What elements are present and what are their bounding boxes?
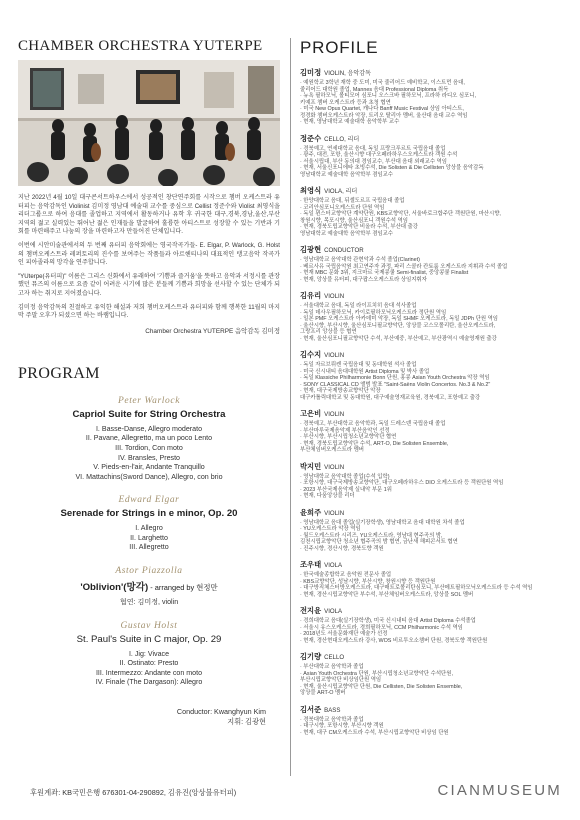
- program-heading: PROGRAM: [18, 364, 100, 382]
- musician-name-line: [300, 705, 570, 715]
- musician-biography: · 서울대학교 음대, 독일 라이프치히 음대 석사졸업 · 독일 데사우필하모닉, 카이로필하모닉오케스트라 정단원 역임 · 일본 PMF 오케스트라 아카데미 악장, 독일 SHMF 오케스트라, 독일 JDPh 단원 역임 · 울산시향, 부산시향, 울산심포니필교향악단, 앙상블 코스모폴리탄, 울산오케스트라, 그랑프리 앙상블 등 협연 · 현재, 울산심포니필교향악단 수석, 부산예중, 부산예고, 부산광역시 예술영재원 출강: [300, 303, 498, 342]
- conductor-credit: [18, 707, 280, 727]
- intro-paragraph: 지난 2022년 4월 10일 대구콘서트하우스에서 성공적인 창단연주회를 시작으로 챔버 오케스트라 유터피는 음악감독인 Violinist 김미정 영남대 예술대 교수를 중심으로 Cellist 정준수와 Violist 최영식을 리더그룹으로 하여 음대를 졸업하고 지역에서 활동하거나 유학 후 귀국한 대구,경북,경남,울산,부산 지역의 젊고 실력있는 뛰어난 젊은 인재들을 발굴하여 훌륭한 아티스트로 성장할 수 있는 기반과 기회를 마련해주고 나눔의 장을 마련하고자 만들어진 단체입니다.: [18, 194, 280, 236]
- musician-name-line: [300, 186, 570, 196]
- movement: V. Pieds-en-l'air, Andante Tranquillo: [93, 463, 205, 472]
- musician-name: 고은비: [300, 409, 322, 418]
- musician-name: 김광현: [300, 245, 322, 254]
- music-director-signature: Chamber Orchestra YUTERPE 음악감독 김미정: [145, 327, 280, 335]
- musician-name: 박지민: [300, 461, 322, 471]
- profile-entry: [300, 350, 570, 401]
- movement-list: [18, 650, 280, 688]
- movement: III. Intermezzo: Andante con moto: [95, 668, 203, 677]
- musician-name-line: [300, 350, 570, 360]
- musician-biography: · 경희대학교 음대(실기장학생), 미국 신시내티 음대 Artist Diploma 수석졸업 · 서울시 유스오케스트라, 경희필하모닉, CCM Philharmonic 수석 역임 · 2018년도 서울문화재단 예술가 선정 · 현재, 경산현대오케스트라 강사, WOS 비르투오소챔버 단원, 경북도향 객원단원: [300, 618, 488, 644]
- musician-name: 조우태: [300, 560, 322, 569]
- program-piece: [18, 396, 280, 483]
- intro-paragraph: 이번에 시안미술관에서의 두 번째 유터피 음악회에는 영국작곡가들- E. Elgar, P. Warlock, G. Holst의 챔버오케스트라 레퍼토리의 진수를 보여주는 작품들과 아르헨티나의 대표적인 탱고음악 작곡가인 피아졸라의 망각을 연주합니다.: [18, 241, 280, 267]
- musician-name: 최영식: [300, 186, 322, 195]
- musician-name: 윤희주: [300, 507, 322, 517]
- musician-role: VIOLIN, 음악감독: [324, 70, 372, 77]
- movement: IV. Bransles, Presto: [117, 453, 181, 462]
- musician-biography: · 경북대학교 음악학과 졸업 · 대구시향, 포항시향, 부산시향 객원 · 현재, 대구 CM오케스트라 수석, 부산시립교향악단 비상임 단원: [300, 716, 449, 736]
- profile-entry: [300, 560, 570, 598]
- right-column: [300, 38, 570, 736]
- profile-entry: [300, 508, 570, 553]
- musician-role: VIOLIN: [324, 411, 345, 418]
- musician-role: VIOLIN: [324, 352, 345, 359]
- musician-name: 김기량: [300, 652, 322, 661]
- work-title-line: [18, 579, 280, 593]
- profile-entry: [300, 68, 570, 126]
- profile-entry: [300, 705, 570, 737]
- musician-biography: · 한국예술종합학교 음악원 전문사 졸업 · KBS교향악단, 성남시향, 부산시향, 창원시향 등 객원단원 · 대구방직체스터방오케스트라, 대구매트로폴리탄심포니, 부산메트필하모닉오케스트라 등 수석 역임 · 현재, 경산시립교향악단 부수석, 부산체임버오케스트라, 앙상블 SOL 멤버: [300, 572, 533, 598]
- profile-entry: [300, 462, 570, 500]
- composer-name: Astor Piazzolla: [115, 566, 183, 577]
- left-column: [18, 38, 280, 727]
- movement-list: [18, 425, 280, 483]
- orchestra-performance-photo: [18, 60, 280, 186]
- musician-biography: · 부산대학교 음악학과 졸업 · Asian Youth Orchestra 단원, 부산시립청소년교향악단 수석단원, 부산시립교향악단 비상임단원 역임 · 현재, 울산시립교향악단 단원, Die Cellisten, Die Solisten Ensemble, 앙상블 ART-O 멤버: [300, 664, 463, 696]
- musician-biography: · 영남대학교 음대 졸업(실기장학생), 영남대학교 음대 대학원 차석 졸업 · YU오케스트라 악장 역임 · 월드오케스트라 시리즈, YU오케스트라, 영남대 현주곡의 밤, 김천시립교향악단 청소년 협주곡의 밤 협연, 금난새 해피콘서트 협연 · 진주시향, 경산시향, 경북도향 객원: [300, 519, 465, 552]
- orchestra-title: CHAMBER ORCHESTRA YUTERPE: [18, 38, 263, 54]
- movement: VI. Mattachins(Sword Dance), Allegro, con brio: [75, 472, 223, 481]
- intro-paragraph: 김미정 음악감독의 친절하고 유익한 해설과 저희 챔버오케스트라 유터피와 함께 행복한 11월의 마지막 주말 오후가 되셨으면 하는 바램입니다.: [18, 303, 280, 320]
- musician-name-line: [300, 134, 570, 144]
- musician-role: CONDUCTOR: [324, 247, 364, 254]
- musician-biography: · 한양대학교 음대, 뒤셀도르프 국립음대 졸업 · 코리안심포니오케스트라 단원 역임 · 독일 뮌스터교향악단 계약단원, KBS교향악단, 서울바로크합주단 객원단원, 마산시향, 창원시향, 목포시향, 울산심포니 객원수석 역임 · 현재, 경북도립교향악단 비올라 수석, 부산대 출강 영남대학교 예술대학 음악학부 겸임교수: [300, 198, 501, 237]
- profile-entry: [300, 291, 570, 342]
- profile-entry: [300, 134, 570, 179]
- conductor-korean: 지휘: 김광현: [227, 717, 266, 727]
- musician-name-line: [300, 462, 570, 472]
- composer-name: Peter Warlock: [117, 395, 181, 406]
- profile-entry: [300, 606, 570, 644]
- musician-role: VIOLIN: [324, 509, 345, 517]
- musician-biography: · 경북예고, 연세대학교 음대, 독일 프랑크푸르트 국립음대 졸업 · 광주, 대전, 포항, 울산시향 대구오페라하우스오케스트라 객원 수석 · 서울시립대, 부산 동의대 경임교수, 부산대 음대 외래교수 역임 · 현재, 서울신포니에타 초빙수석, Die Solisten & Die Cellisten 앙상블 음악감독 영남대학교 예술대학 음악학부 겸임교수: [300, 145, 484, 178]
- musician-role: BASS: [324, 706, 341, 714]
- musician-name-line: [300, 606, 570, 616]
- profile-entry: [300, 186, 570, 237]
- introduction-text: [18, 194, 280, 321]
- musician-name: 김서준: [300, 704, 322, 714]
- musician-role: VIOLA, 리더: [324, 188, 358, 195]
- footer: [18, 782, 562, 802]
- musician-biography: · 경북예고, 부산대학교 음악학과, 독일 드레스덴 국립음대 졸업 · 부산마루국제음악제 부산음악인 선정 · 부산시향, 부산시립청소년교향악단 협연 · 현재, 경북도립교향악단 수석, ART-O, Die Solisten Ensemble, 부산체임버오케스트라 멤버: [300, 421, 449, 453]
- work-title: Serenade for Strings in e minor, Op. 20: [60, 508, 238, 520]
- work-title: Capriol Suite for String Orchestra: [72, 408, 226, 420]
- composer-name: Edward Elgar: [118, 495, 180, 506]
- movement: IV. Finale (The Dargason): Allegro: [95, 678, 203, 687]
- movement: II. Ostinato: Presto: [119, 659, 179, 668]
- musician-name-line: [300, 508, 570, 518]
- program-piece: [18, 621, 280, 688]
- musician-name-line: [300, 409, 570, 419]
- musician-role: VIOLA: [324, 608, 343, 615]
- profile-list: [300, 68, 570, 736]
- musician-biography: · 영남대학교 음악대학 졸업(수석 입학) · 포항시향, 대구국제방송교향악단, 대구오페라하우스 DIO 오케스트라 등 객원단원 역임 · 2023 부산국제음악제 실내악 부문 1위 · 현재, 다움앙상블 리더: [300, 473, 504, 499]
- composer-name: Gustav Holst: [120, 620, 178, 631]
- museum-logo: CIANMUSEUM: [437, 782, 562, 799]
- work-title: St. Paul's Suite in C major, Op. 29: [76, 633, 222, 645]
- musician-biography: · 영남대학교 음악대학 관현악과 수석 졸업(Clarinet) · 베르사유 국립음악원 최고연주자 과정, 파리 스콜라 칸토룸 오케스트라 지휘과 수석 졸업 · 현재 MBC 문화 3위, 지크마르 국제콩쿨 Semi-finalist, 중앙콩쿨 Finalist · 현재, 앙상블 유터피, 대구팝스오케스트라 상임지휘자: [300, 257, 508, 283]
- musician-name: 김미정: [300, 68, 322, 77]
- movement: I. Allegro: [135, 524, 163, 533]
- musician-name-line: [300, 291, 570, 301]
- profile-entry: [300, 409, 570, 454]
- movement: III. Allegretto: [129, 543, 169, 552]
- musician-name-line: [300, 652, 570, 662]
- movement: I. Basse-Danse, Allegro moderato: [95, 424, 203, 433]
- musician-name-line: [300, 68, 570, 78]
- profile-heading: PROFILE: [300, 38, 379, 57]
- musician-role: VIOLIN: [324, 463, 345, 471]
- musician-role: VIOLIN: [324, 293, 345, 300]
- musician-name: 김유리: [300, 291, 322, 300]
- program-piece: [18, 495, 280, 553]
- musician-name-line: [300, 245, 570, 255]
- musician-biography: · 독일 자르브뤼켄 국립음대 및 동대학원 석사 졸업 · 미국 신시내티 음대대학원 Artist Diploma 및 박사 졸업 · 독일 Klassiche Philharmonie Bonn 단원, 홍콩 Asian Youth Orchestra 악장 역임 · SONY CLASSICAL CD 앨범 발표 "Saint-Saëns Violin Concertos. No.3 & No.2" · 현재, 대구국제방송교향악단 악장 대구카톨릭대학교 및 동대학원, 대구예술영재교육원, 경북예고, 포항예고 출강: [300, 362, 491, 401]
- soloist: 협연: 김미정, violin: [119, 598, 179, 607]
- movement-list: [18, 598, 280, 608]
- movement-list: [18, 524, 280, 553]
- musician-role: CELLO: [324, 654, 345, 661]
- photo-illustration: [18, 60, 280, 186]
- program-piece: [18, 566, 280, 608]
- sponsor-account: 후원계좌: KB국민은행 676301-04-290892, 김유진(앙상블유터피): [30, 788, 237, 797]
- movement: I. Jig: Vivace: [128, 649, 170, 658]
- musician-name: 김수지: [300, 350, 322, 359]
- movement: II. Larghetto: [130, 533, 168, 542]
- musician-role: CELLO, 리더: [324, 135, 360, 143]
- intro-paragraph: "YUterpe(유터피)" 이름은 그리스 신화에서 유래하여 '기쁨과 즐거움'을 뜻하고 음악과 서정시를 관장했던 뮤즈의 이름으로 요즘 같이 어려운 시기에 많은 분들께 기쁨과 희망을 선사할 수 있는 단체가 되고자 하는 취지로 지어졌습니다.: [18, 272, 280, 297]
- musician-biography: · 예원학교 3학년 재학 중 도미, 미국 줄리어드 예비학교, 이스트먼 음대, 줄리어드 대학원 졸업, Mannes 음대 Professional Diploma 취득 · 뉴욕 필하모닉, 볼티모어 심포니 오스크바 필하모닉, 프라하 라디오 심포니, 키예프 챔버 오케스트라 등과 초청 협연 · 미국 New Opus Quartet, 캐나다 Banff Music Festival 상임 아티스트, 정경화 챔버오케스트라 악장, 트리오 탈리아 멤버, 울산대 음대 교수 역임 · 현재, 영남대학교 예술대학 음악학부 교수: [300, 80, 476, 125]
- work-title: 'Oblivion'(망각): [80, 582, 149, 594]
- musician-name: 전지윤: [300, 606, 322, 615]
- musician-role: VIOLA: [324, 562, 343, 569]
- conductor-english: Conductor: Kwanghyun Kim: [176, 707, 266, 717]
- column-divider: [290, 38, 291, 776]
- movement: III. Tordion, Con moto: [115, 443, 183, 452]
- profile-entry: [300, 245, 570, 283]
- arranger: - arranged by 현정만: [148, 583, 218, 593]
- profile-entry: [300, 652, 570, 697]
- musician-name-line: [300, 560, 570, 570]
- movement: II. Pavane, Allegretto, ma un poco Lento: [85, 434, 213, 443]
- musician-name: 정준수: [300, 133, 322, 143]
